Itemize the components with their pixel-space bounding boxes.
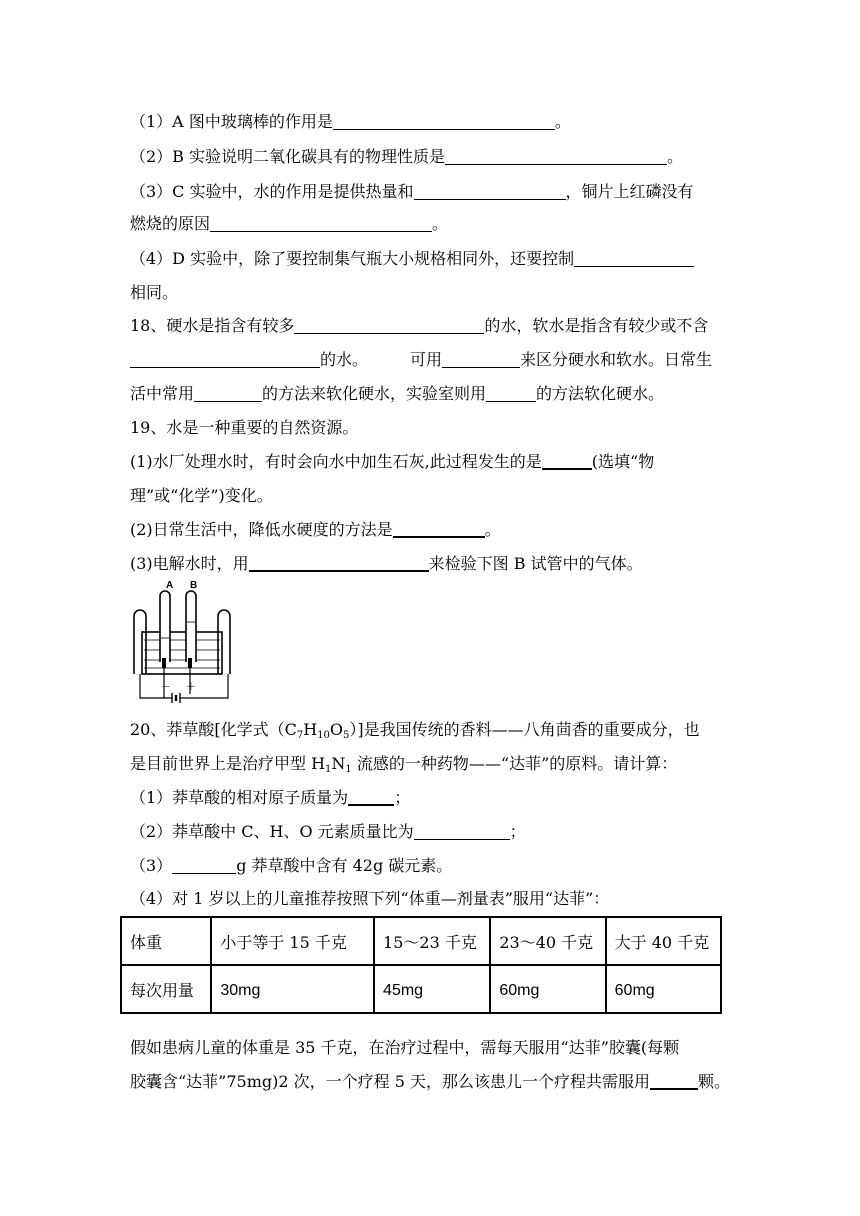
table-row [121, 917, 721, 965]
dosage-table [120, 916, 722, 1014]
test-tube-a [160, 591, 170, 662]
q20-last-line2: 胶囊含“达菲”75mg)2 次，一个疗程 5 天，那么该患儿一个疗程共需服用 颗。 [130, 1072, 731, 1091]
answer-blank[interactable] [542, 452, 592, 470]
answer-blank[interactable] [650, 1072, 698, 1090]
electrode-positive [188, 658, 192, 668]
answer-blank[interactable] [393, 520, 485, 538]
test-tube-b [186, 591, 196, 662]
table-cell: 45mg [374, 965, 490, 1013]
electrolysis-apparatus-diagram [128, 578, 236, 706]
q20-part1: （1）莽草酸的相对原子质量为 ； [130, 788, 411, 807]
q17-part2: （2）B 实验说明二氧化碳具有的物理性质是 。 [130, 147, 684, 166]
minus-sign: － [161, 682, 171, 693]
answer-blank[interactable] [414, 823, 510, 840]
answer-blank[interactable] [294, 317, 484, 334]
left-arm [134, 610, 146, 674]
water-surface-lines [144, 640, 220, 668]
q20-part2: （2）莽草酸中 C、H、O 元素质量比为 ； [130, 822, 526, 841]
q19-part1-line2: 理”或“化学”)变化。 [130, 486, 273, 505]
q19-part2: (2)日常生活中，降低水硬度的方法是 。 [130, 520, 501, 539]
right-arm [218, 610, 230, 674]
answer-blank[interactable] [210, 215, 432, 232]
tube-label-a: A [166, 580, 174, 591]
tube-label-b: B [190, 580, 198, 591]
q18-line2: 的水。 可用 来区分硬水和软水。日常生 [130, 350, 712, 370]
q17-part3: （3）C 实验中，水的作用是提供热量和 ，铜片上红磷没有 [130, 182, 694, 201]
table-header-cell: 大于 40 千克 [606, 917, 721, 965]
answer-blank[interactable] [414, 183, 566, 200]
electrode-negative [162, 658, 166, 668]
answer-blank[interactable] [333, 113, 555, 130]
table-row [121, 965, 721, 1013]
q17-part4: （4）D 实验中，除了要控制集气瓶大小规格相同外，还要控制 [130, 249, 694, 269]
q18-line3: 活中常用 的方法来软化硬水，实验室则用 的方法软化硬水。 [130, 384, 665, 403]
table-header-cell: 小于等于 15 千克 [211, 917, 374, 965]
answer-blank[interactable] [194, 385, 262, 402]
q18-line1: 18、硬水是指含有较多 的水，软水是指含有较少或不含 [130, 316, 709, 335]
answer-blank[interactable] [130, 351, 320, 368]
answer-blank[interactable] [348, 788, 394, 806]
answer-blank[interactable] [442, 351, 520, 368]
answer-blank[interactable] [172, 857, 236, 874]
answer-blank[interactable] [249, 554, 429, 572]
answer-blank[interactable] [486, 385, 536, 402]
q17-part3-line2: 燃烧的原因 。 [130, 214, 449, 233]
q20-line1: 20、莽草酸[化学式$(C_7H_{10}O_5)$]是我国传统的香料——八角茴香的重要成分，也 [130, 720, 700, 741]
table-cell: 30mg [211, 965, 374, 1013]
answer-blank[interactable] [574, 250, 694, 267]
q20-part4: （4）对 1 岁以上的儿童推荐按照下列“体重—剂量表”服用“达菲”： [130, 889, 610, 908]
table-cell: 每次用量 [121, 965, 211, 1013]
table-cell: 60mg [606, 965, 721, 1013]
q20-last-line1: 假如患病儿童的体重是 35 千克，在治疗过程中，需每天服用“达菲”胶囊(每颗 [130, 1038, 680, 1057]
q20-line2: 是目前世界上是治疗甲型 $H_1N_1$ 流感的一种药物——“达菲”的原料。请计算： [130, 754, 678, 775]
table-header-cell: 体重 [121, 917, 211, 965]
q17-part1: （1）A 图中玻璃棒的作用是 。 [130, 112, 571, 131]
table-header-cell: 15～23 千克 [374, 917, 490, 965]
q17-part4-line2: 相同。 [130, 283, 179, 302]
q19-part3: (3)电解水时，用 来检验下图 B 试管中的气体。 [130, 554, 643, 573]
q20-part3: （3） g 莽草酸中含有 42g 碳元素。 [130, 856, 453, 875]
q19-title: 19、水是一种重要的自然资源。 [130, 418, 359, 437]
circuit-wire [164, 674, 228, 698]
q19-part1: (1)水厂处理水时，有时会向水中加生石灰,此过程发生的是 (选填“物 [130, 452, 655, 471]
table-cell: 60mg [490, 965, 605, 1013]
plus-sign: ＋ [186, 682, 196, 693]
table-header-cell: 23～40 千克 [490, 917, 605, 965]
answer-blank[interactable] [445, 148, 667, 165]
